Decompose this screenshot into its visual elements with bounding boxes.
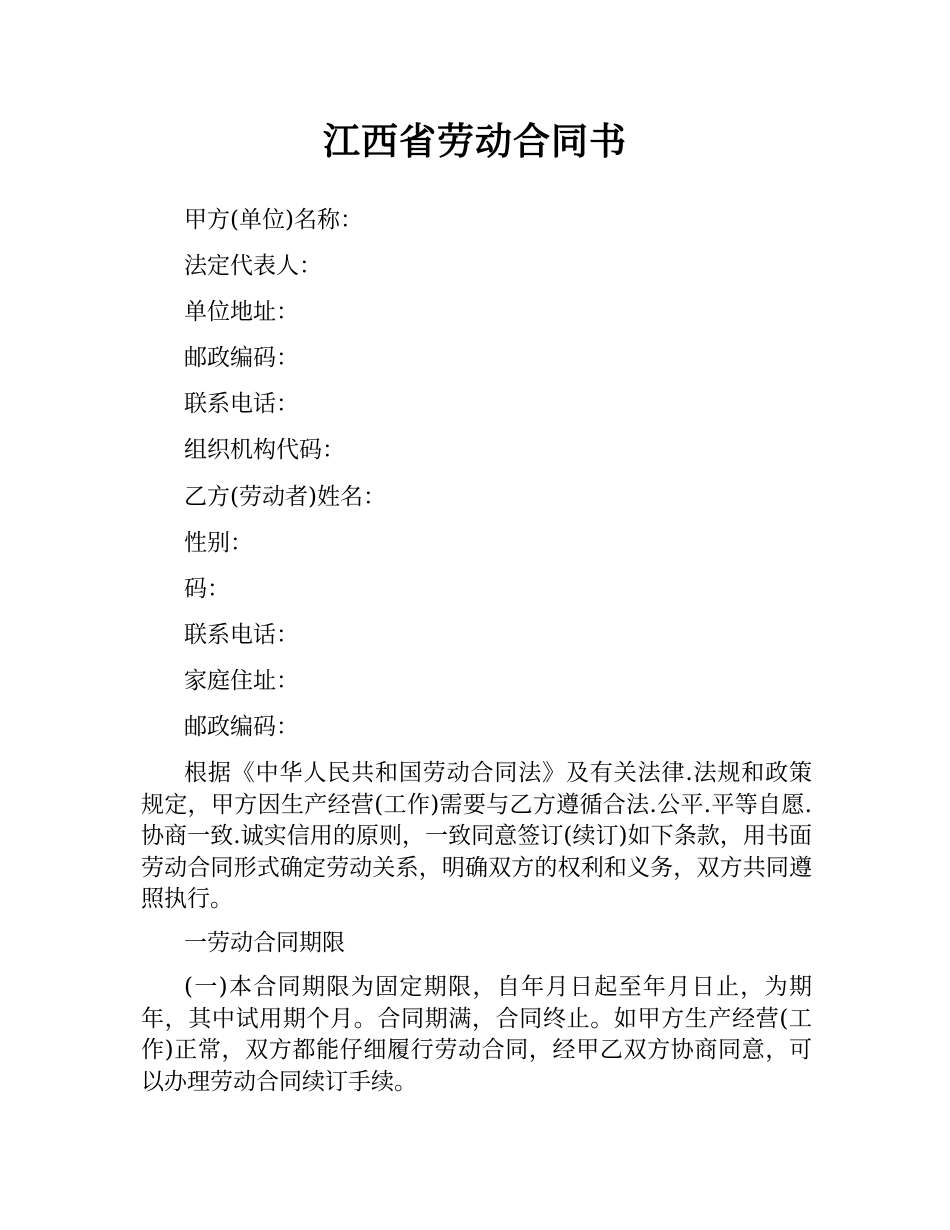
section-heading-contract-term: 一劳动合同期限 [184,930,345,956]
field-party-a-name: 甲方(单位)名称： [184,207,363,233]
document-title: 江西省劳动合同书 [323,120,627,163]
field-legal-representative: 法定代表人： [184,253,322,280]
field-party-b-name: 乙方(劳动者)姓名： [184,483,386,510]
party-info-fields [184,203,824,756]
field-id-code: 码： [184,575,230,602]
field-phone-b: 联系电话： [184,621,299,648]
field-phone-a: 联系电话： [184,391,299,418]
field-gender: 性别： [184,529,253,556]
field-postal-code-a: 邮政编码： [184,345,299,372]
section-paragraph-contract-term: (一)本合同期限为固定期限，自年月日起至年月日止，为期年，其中试用期个月。合同期满，合同终止。如甲方生产经营(工作)正常，双方都能仔细履行劳动合同，经甲乙双方协商同意，可以办理劳动合同续订手续。 [141,974,812,1095]
field-postal-code-b: 邮政编码： [184,714,299,741]
field-home-address: 家庭住址： [184,667,299,694]
field-organization-code: 组织机构代码： [184,437,345,464]
field-company-address: 单位地址： [184,299,299,326]
intro-paragraph: 根据《中华人民共和国劳动合同法》及有关法律.法规和政策规定，甲方因生产经营(工作)需要与乙方遵循合法.公平.平等自愿.协商一致.诚实信用的原则，一致同意签订(续订)如下条款，用书面劳动合同形式确定劳动关系，明确双方的权利和义务，双方共同遵照执行。 [141,760,812,912]
